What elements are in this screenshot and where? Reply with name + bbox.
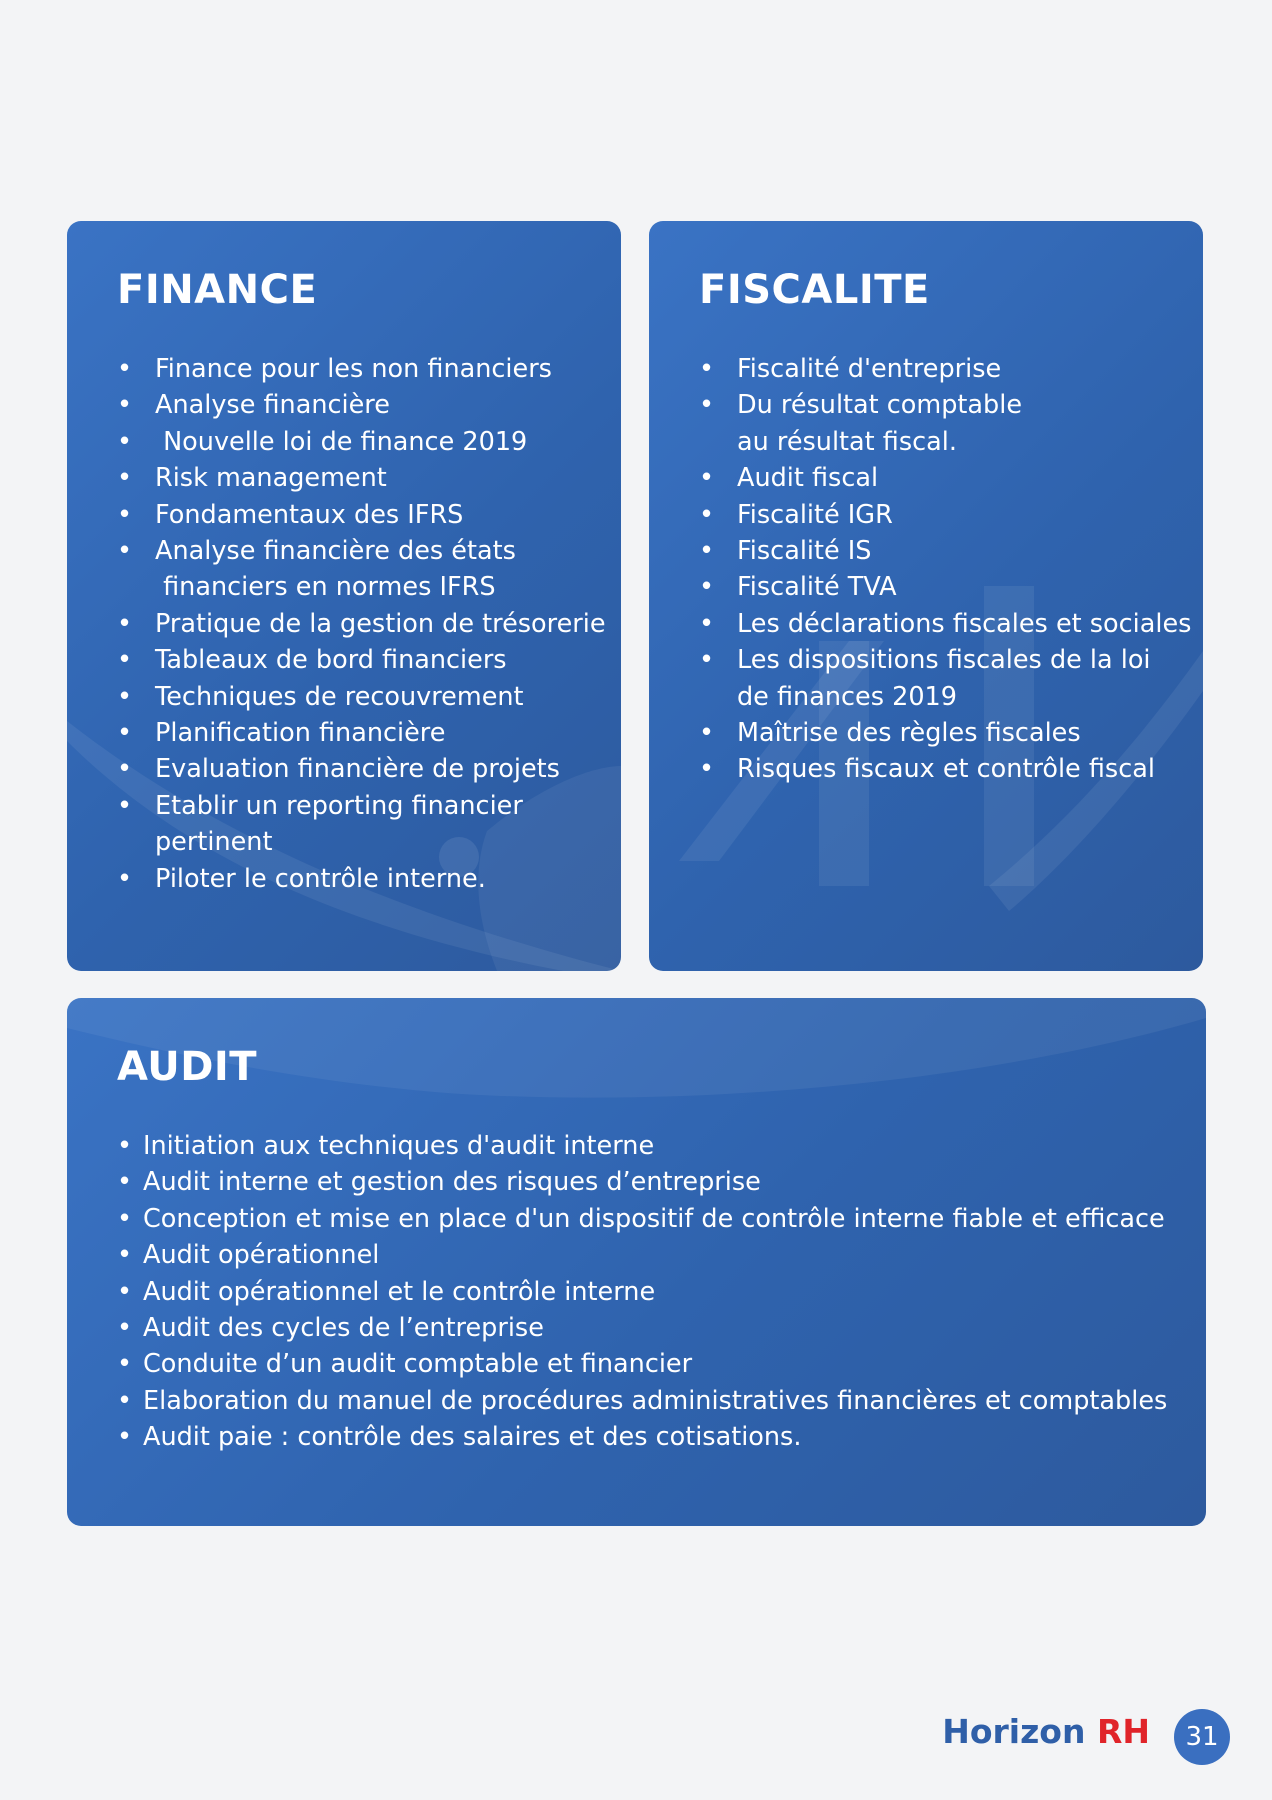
list-item: • Conception et mise en place d'un dispositif de contrôle interne fiable et efficace (117, 1201, 1167, 1237)
finance-title: FINANCE (117, 267, 318, 313)
list-item: • Audit interne et gestion des risques d’entreprise (117, 1164, 1167, 1200)
list-item: • Fiscalité TVA (699, 569, 1191, 605)
audit-title: AUDIT (117, 1044, 258, 1090)
audit-list (117, 1128, 1167, 1456)
list-item: • Analyse financière des états financiers en normes IFRS (117, 533, 606, 606)
list-item: • Planification financière (117, 715, 606, 751)
list-item: • Conduite d’un audit comptable et financier (117, 1346, 1167, 1382)
list-item: • Fiscalité IS (699, 533, 1191, 569)
list-item: • Du résultat comptable au résultat fiscal. (699, 387, 1191, 460)
list-item: • Audit opérationnel et le contrôle interne (117, 1274, 1167, 1310)
list-item: • Analyse financière (117, 387, 606, 423)
list-item: • Nouvelle loi de finance 2019 (117, 424, 606, 460)
list-item: • Audit opérationnel (117, 1237, 1167, 1273)
list-item: • Les déclarations fiscales et sociales (699, 606, 1191, 642)
list-item: • Les dispositions fiscales de la loi de finances 2019 (699, 642, 1191, 715)
list-item: • Pratique de la gestion de trésorerie (117, 606, 606, 642)
list-item: • Risques fiscaux et contrôle fiscal (699, 751, 1191, 787)
brand-name: Horizon (942, 1712, 1097, 1751)
list-item: • Evaluation financière de projets (117, 751, 606, 787)
list-item: • Elaboration du manuel de procédures administratives financières et comptables (117, 1383, 1167, 1419)
list-item: • Audit des cycles de l’entreprise (117, 1310, 1167, 1346)
list-item: • Techniques de recouvrement (117, 679, 606, 715)
fiscalite-card (649, 221, 1203, 971)
page-number: 31 (1174, 1709, 1230, 1765)
list-item: • Risk management (117, 460, 606, 496)
list-item: • Fiscalité d'entreprise (699, 351, 1191, 387)
finance-list (117, 351, 606, 897)
list-item: • Initiation aux techniques d'audit interne (117, 1128, 1167, 1164)
list-item: • Audit fiscal (699, 460, 1191, 496)
list-item: • Fiscalité IGR (699, 497, 1191, 533)
list-item: • Audit paie : contrôle des salaires et des cotisations. (117, 1419, 1167, 1455)
list-item: • Finance pour les non financiers (117, 351, 606, 387)
fiscalite-title: FISCALITE (699, 267, 930, 313)
brand-accent: RH (1096, 1712, 1150, 1751)
list-item: • Etablir un reporting financier pertinent (117, 788, 606, 861)
list-item: • Tableaux de bord financiers (117, 642, 606, 678)
finance-card (67, 221, 621, 971)
brand-logo (942, 1712, 1150, 1751)
list-item: • Piloter le contrôle interne. (117, 861, 606, 897)
fiscalite-list (699, 351, 1191, 788)
audit-card (67, 998, 1206, 1526)
list-item: • Fondamentaux des IFRS (117, 497, 606, 533)
list-item: • Maîtrise des règles fiscales (699, 715, 1191, 751)
